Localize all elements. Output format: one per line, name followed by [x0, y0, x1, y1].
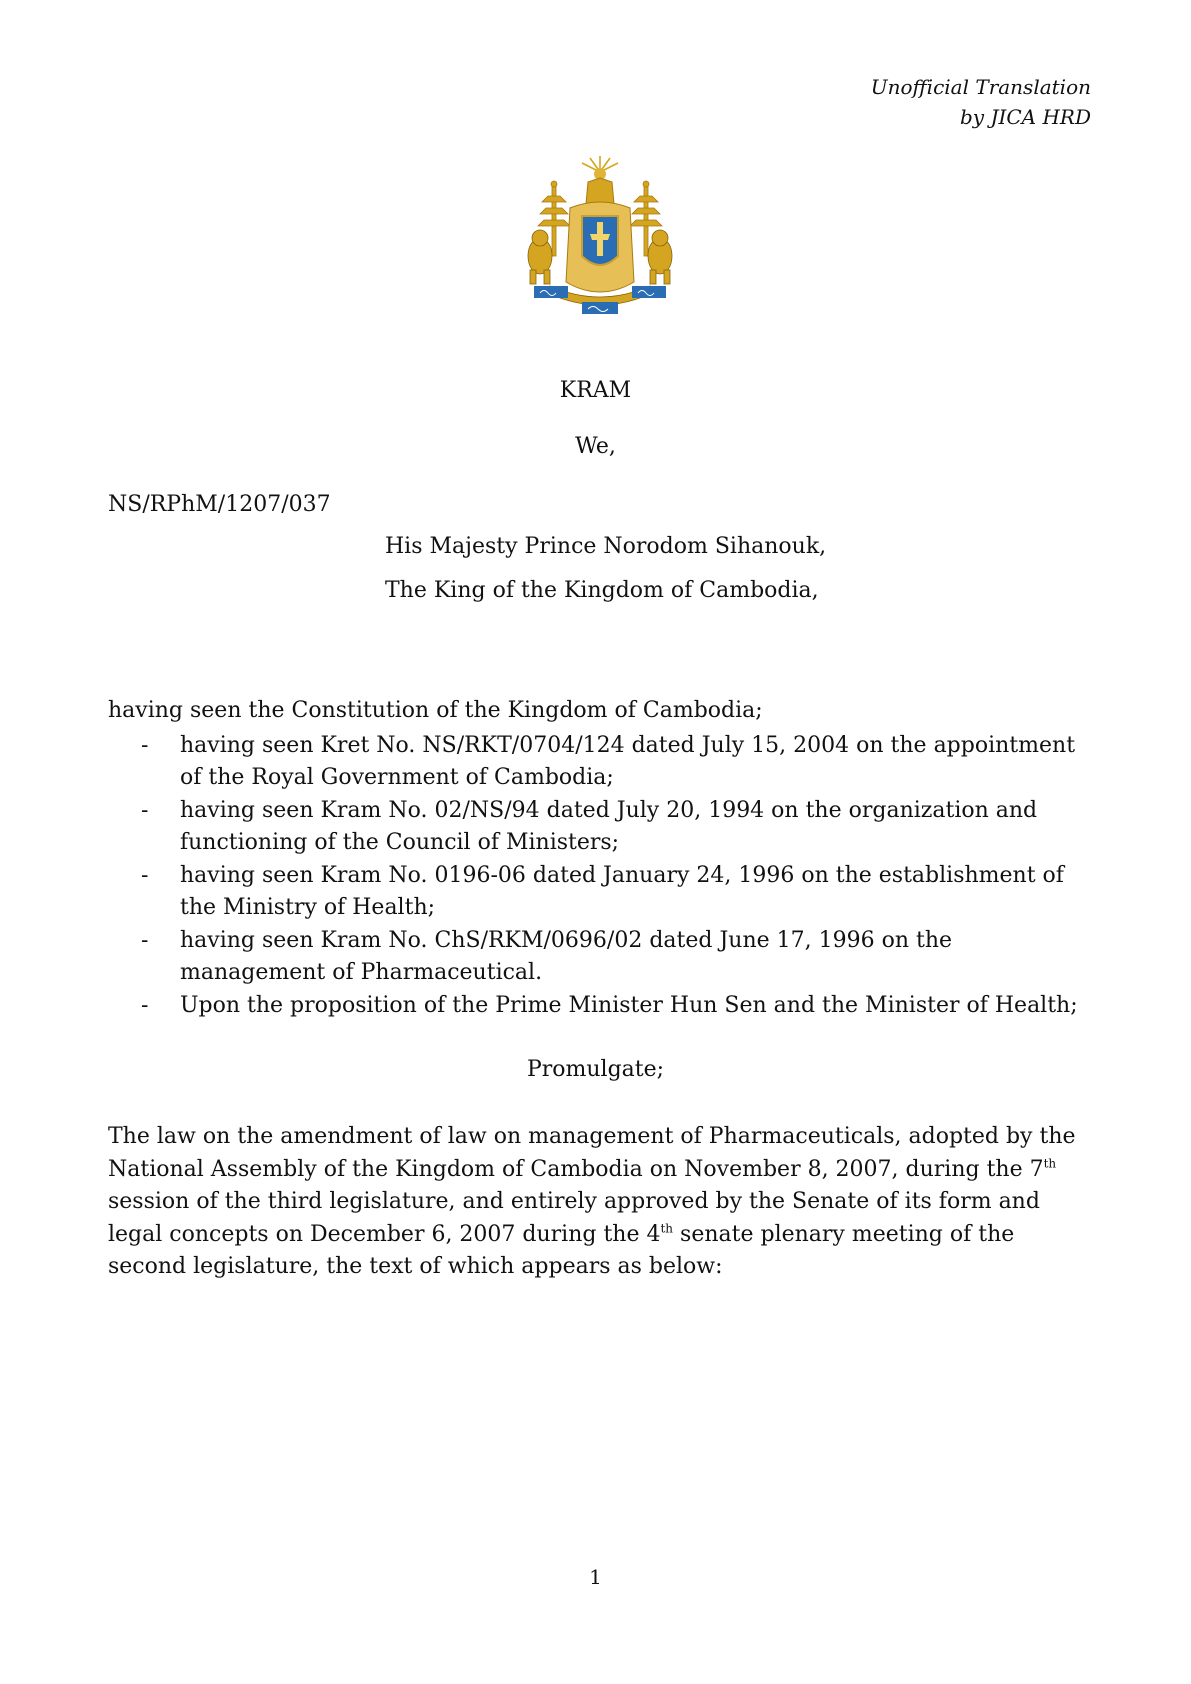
list-item: - Upon the proposition of the Prime Minister Hun Sen and the Minister of Health;	[141, 993, 1078, 1018]
reference-number: NS/RPhM/1207/037	[108, 492, 331, 517]
body-paragraph	[108, 1121, 1083, 1284]
list-item-text: having seen Kram No. 02/NS/94 dated July 20, 1994 on the organization and functioning of the Council of Ministers;	[180, 798, 1038, 855]
recital-list	[108, 730, 1088, 1023]
list-item-text: having seen Kram No. 0196-06 dated January 24, 1996 on the establishment of the Ministry of Health;	[180, 863, 1064, 920]
list-item-text: having seen Kret No. NS/RKT/0704/124 dated July 15, 2004 on the appointment of the Royal Government of Cambodia;	[180, 733, 1076, 790]
document-title: KRAM	[559, 378, 632, 403]
list-item-text: Upon the proposition of the Prime Minister Hun Sen and the Minister of Health;	[180, 993, 1078, 1018]
royal-emblem-icon	[520, 152, 680, 327]
list-item: - having seen Kram No. 02/NS/94 dated July 20, 1994 on the organization and functioning of the Council of Ministers;	[141, 798, 1038, 855]
promulgate-heading: Promulgate;	[526, 1057, 665, 1082]
king-title-line2: The King of the Kingdom of Cambodia,	[385, 578, 819, 603]
list-item-text: having seen Kram No. ChS/RKM/0696/02 dated June 17, 1996 on the management of Pharmaceutical.	[180, 928, 953, 985]
list-item: - having seen Kram No. ChS/RKM/0696/02 dated June 17, 1996 on the management of Pharmaceutical.	[141, 928, 953, 985]
translation-note-line1: Unofficial Translation	[870, 75, 1091, 99]
translation-note	[871, 72, 1091, 132]
translation-note-line2: by JICA HRD	[959, 105, 1091, 129]
list-item: - having seen Kram No. 0196-06 dated January 24, 1996 on the establishment of the Ministry of Health;	[141, 863, 1064, 920]
list-item: - having seen Kret No. NS/RKT/0704/124 dated July 15, 2004 on the appointment of the Royal Government of Cambodia;	[141, 733, 1076, 790]
body-text-part1: The law on the amendment of law on management of Pharmaceuticals, adopted by the National Assembly of the Kingdom of Cambodia on November 8, 2007, during the 7	[108, 1124, 1076, 1182]
king-title-line1: His Majesty Prince Norodom Sihanouk,	[385, 534, 827, 559]
body-text-part2: session of the third legislature, and entirely approved by the Senate of its form and legal concepts on December 6, 2007 during the 4	[108, 1189, 1040, 1247]
page-number: 1	[589, 1565, 602, 1589]
preamble: having seen the Constitution of the Kingdom of Cambodia;	[108, 698, 763, 723]
ordinal-suffix: th	[1043, 1156, 1057, 1171]
we-line: We,	[575, 434, 616, 459]
ordinal-suffix: th	[660, 1221, 674, 1236]
body-text-part3: senate plenary meeting of the second legislature, the text of which appears as below:	[108, 1221, 1015, 1279]
